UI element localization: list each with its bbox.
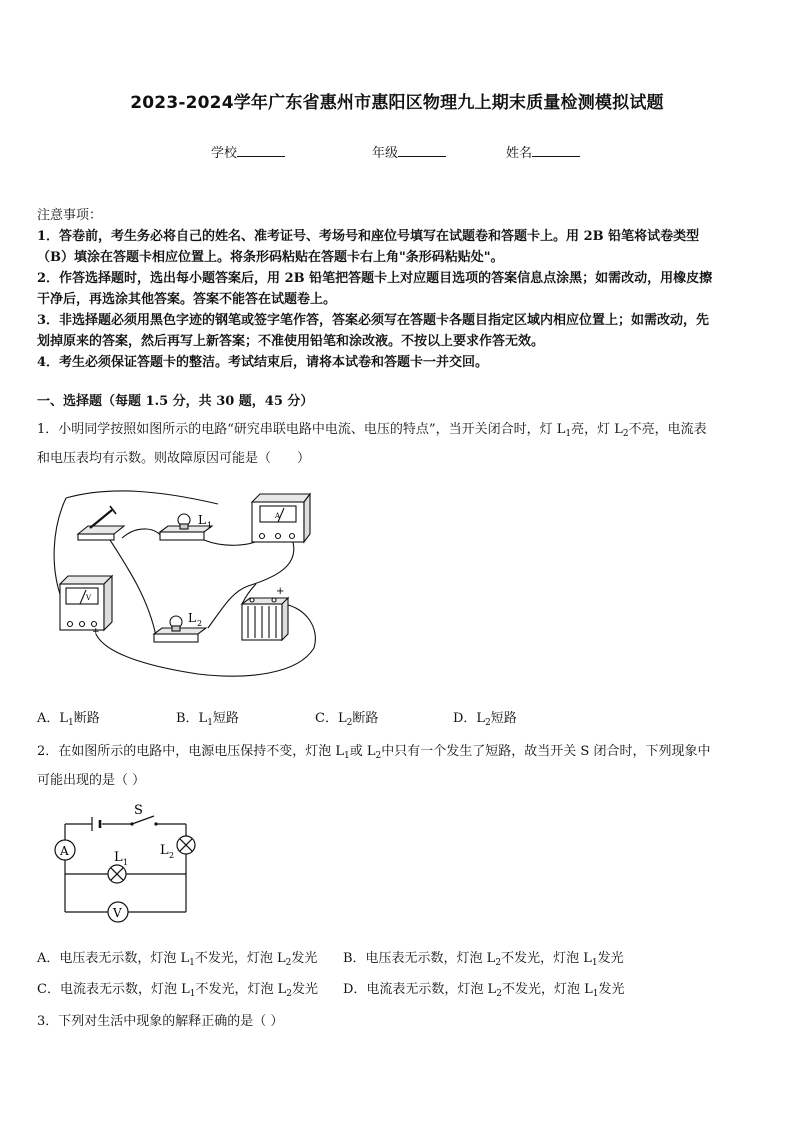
- name-label: 姓名: [506, 146, 533, 161]
- battery-plus: +: [276, 586, 285, 597]
- name-field: [506, 142, 580, 161]
- lamp-l2-symbol-subscript: 2: [169, 851, 175, 860]
- lamp-l1-symbol-subscript: 1: [123, 858, 129, 867]
- school-blank: [237, 143, 285, 157]
- school-label: 学校: [211, 146, 238, 161]
- lamp-l2-label: L: [188, 611, 196, 625]
- notes-line: 1．答卷前，考生务必将自己的姓名、准考证号、考场号和座位号填写在试题卷和答题卡上。用 2B 铅笔将试卷类型: [37, 229, 700, 244]
- q1-option-a[interactable]: A．$L_1$断路: [37, 711, 100, 728]
- ammeter-symbol-label: A: [60, 844, 69, 858]
- switch-label: S: [134, 803, 143, 818]
- grade-label: 年级: [372, 146, 399, 161]
- ammeter-icon: [252, 494, 310, 542]
- battery-icon: [242, 598, 288, 640]
- question-1-line-1: 1．小明同学按照如图所示的电路“研究串联电路中电流、电压的特点”，当开关闭合时，灯 $L_1$亮，灯 $L_2$不亮，电流表: [37, 422, 707, 439]
- notes-line: （B）填涂在答题卡相应位置上。将条形码粘贴在答题卡右上角"条形码粘贴处"。: [37, 250, 504, 265]
- lamp-l2-symbol-label: L: [160, 843, 169, 858]
- q2-option-c[interactable]: C．电流表无示数，灯泡 $L_1$不发光，灯泡 $L_2$发光: [37, 982, 318, 999]
- q1-option-b[interactable]: B．$L_1$短路: [176, 711, 239, 728]
- section-heading: 一、选择题（每题 1.5 分，共 30 题，45 分）: [37, 394, 314, 409]
- notes-heading: 注意事项：: [37, 208, 103, 223]
- school-field: [211, 142, 285, 161]
- lamp-l1-symbol-label: L: [114, 850, 123, 865]
- q1-option-d[interactable]: D．$L_2$短路: [453, 711, 517, 728]
- lamp-l1-label: L: [198, 513, 206, 527]
- lamp-l2-symbol-icon: [177, 836, 195, 854]
- q2-option-d[interactable]: D．电流表无示数，灯泡 $L_2$不发光，灯泡 $L_1$发光: [343, 982, 625, 999]
- voltmeter-label: V: [86, 594, 92, 602]
- question-2-line-2: 可能出现的是（ ）: [37, 773, 146, 788]
- voltmeter-icon: [60, 576, 112, 630]
- lamp-l1-symbol-icon: [108, 865, 126, 883]
- question-1-circuit-figure: [48, 488, 320, 684]
- name-blank: [532, 143, 580, 157]
- grade-field: [372, 142, 446, 161]
- notes-line: 4．考生必须保证答题卡的整洁。考试结束后，请将本试卷和答题卡一并交回。: [37, 355, 489, 370]
- lamp-l2-subscript: 2: [197, 619, 203, 628]
- notes-line: 3．非选择题必须用黑色字迹的钢笔或签字笔作答，答案必须写在答题卡各题目指定区域内相应位置上；如需改动，先: [37, 313, 710, 328]
- page-title: 2023-2024学年广东省惠州市惠阳区物理九上期末质量检测模拟试题: [130, 93, 664, 113]
- notes-line: 干净后，再选涂其他答案。答案不能答在试题卷上。: [37, 292, 337, 307]
- question-2-circuit-figure: [48, 802, 208, 926]
- q1-option-c[interactable]: C．$L_2$断路: [315, 711, 379, 728]
- notes-line: 2．作答选择题时，选出每小题答案后，用 2B 铅笔把答题卡上对应题目选项的答案信息点涂黑；如需改动，用橡皮擦: [37, 271, 713, 286]
- question-1-line-2: 和电压表均有示数。则故障原因可能是（ ）: [37, 451, 311, 466]
- voltmeter-plus: +: [92, 627, 100, 637]
- knife-switch-icon: [78, 506, 124, 540]
- question-2-line-1: 2．在如图所示的电路中，电源电压保持不变，灯泡 $L_1$或 $L_2$中只有一个发生了短路，故当开关 S 闭合时，下列现象中: [37, 744, 711, 761]
- question-3: 3．下列对生活中现象的解释正确的是（ ）: [37, 1014, 284, 1029]
- voltmeter-symbol-label: V: [113, 906, 122, 920]
- notes-line: 划掉原来的答案，然后再写上新答案；不准使用铅笔和涂改液。不按以上要求作答无效。: [37, 334, 545, 349]
- battery-symbol-icon: [92, 817, 100, 831]
- q2-option-a[interactable]: A．电压表无示数，灯泡 $L_1$不发光，灯泡 $L_2$发光: [37, 951, 318, 968]
- grade-blank: [398, 143, 446, 157]
- q2-option-b[interactable]: B．电压表无示数，灯泡 $L_2$不发光，灯泡 $L_1$发光: [343, 951, 624, 968]
- lamp-l1-subscript: 1: [207, 521, 213, 530]
- ammeter-label: A: [275, 512, 281, 520]
